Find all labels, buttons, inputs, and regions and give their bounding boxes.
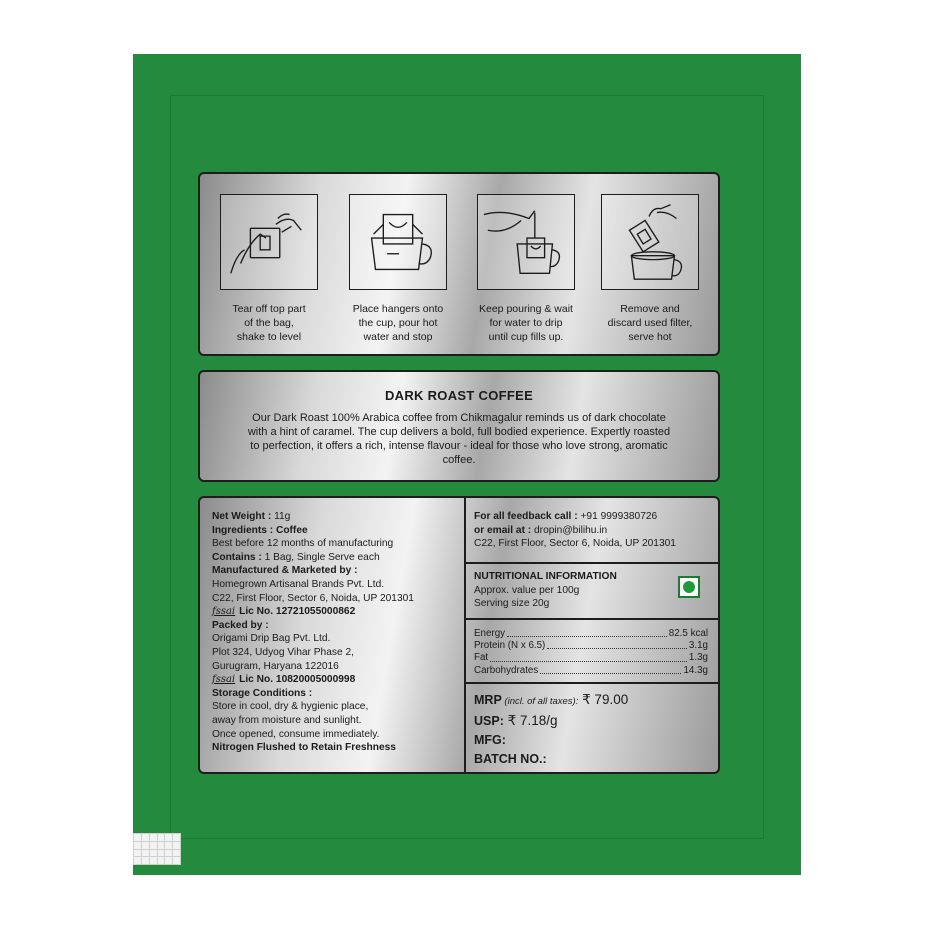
product-info-panel [198, 496, 720, 774]
divider-contact [466, 562, 718, 564]
nutrition-header [474, 570, 708, 611]
best-before: Best before 12 months of manufacturing [212, 538, 394, 550]
step-2-caption: Place hangers onto the cup, pour hot water and stop [352, 303, 444, 343]
nutrition-row [474, 640, 708, 652]
license-number-2: Lic No. 10820005000998 [239, 674, 356, 686]
mfg-label: MFG: [474, 733, 506, 747]
manufactured-label: Manufactured & Marketed by : [212, 565, 358, 577]
packer-name: Origami Drip Bag Pvt. Ltd. [212, 633, 331, 645]
divider-pricing [466, 682, 718, 684]
product-title: DARK ROAST COFFEE [384, 388, 534, 403]
step-1-caption: Tear off top part of the bag, shake to level [232, 303, 306, 343]
fssai-logo-1: fssai [212, 606, 236, 618]
manufacturer-address: C22, First Floor, Sector 6, Noida, UP 201301 [212, 592, 414, 604]
nutrition-value-carbohydrates: 14.3g [683, 664, 708, 676]
step-3 [476, 194, 576, 344]
nutrition-value-protein: 3.1g [688, 640, 708, 652]
net-weight-value: 11g [271, 511, 291, 522]
storage-label: Storage Conditions : [212, 687, 313, 699]
nutrition-table [474, 628, 708, 677]
feedback-email: dropin@bilihu.in [531, 524, 608, 536]
nutrition-label-protein: Protein (N x 6.5) [474, 640, 546, 652]
divider-nutrition [466, 618, 718, 620]
batch-label: BATCH NO.: [474, 752, 547, 766]
packer-address-2: Gurugram, Haryana 122016 [212, 660, 339, 672]
license-number-1: Lic No. 12721055000862 [239, 606, 356, 618]
feedback-label: For all feedback call : [474, 511, 578, 522]
packed-label: Packed by : [212, 619, 269, 631]
net-weight-label: Net Weight : [212, 511, 272, 522]
storage-line-3: Once opened, consume immediately. [212, 728, 380, 740]
manufacturer-name: Homegrown Artisanal Brands Pvt. Ltd. [212, 578, 385, 590]
remove-filter-icon [601, 194, 699, 290]
nutrition-approx: Approx. value per 100g [474, 584, 580, 596]
storage-line-1: Store in cool, dry & hygienic place, [212, 701, 369, 713]
product-details [212, 510, 462, 755]
nutrition-row [474, 652, 708, 664]
nutrition-title: NUTRITIONAL INFORMATION [474, 571, 617, 582]
brewing-steps-panel [198, 172, 720, 356]
email-label: or email at : [474, 524, 532, 536]
contact-section [474, 510, 708, 551]
nutrition-label-carbohydrates: Carbohydrates [474, 664, 539, 676]
mrp-label: MRP [474, 693, 502, 707]
nutrition-label-energy: Energy [474, 628, 506, 639]
feedback-phone: +91 9999380726 [577, 511, 658, 522]
tear-bag-icon [220, 194, 318, 290]
ingredients: Ingredients : Coffee [212, 524, 308, 536]
step-3-caption: Keep pouring & wait for water to drip until cup fills up. [479, 303, 573, 343]
step-4-caption: Remove and discard used filter, serve hot [607, 303, 693, 343]
contains-value: 1 Bag, Single Serve each [261, 551, 380, 563]
pour-kettle-icon [477, 194, 575, 290]
serving-size: Serving size 20g [474, 598, 550, 610]
usp-value: ₹ 7.18/g [503, 713, 558, 728]
mrp-note: (incl. of all taxes): [501, 696, 579, 707]
nitrogen-flush-note: Nitrogen Flushed to Retain Freshness [212, 742, 396, 754]
step-4 [600, 194, 700, 344]
description-panel [198, 370, 720, 482]
mrp-value: ₹ 79.00 [578, 692, 629, 707]
nutrition-label-fat: Fat [474, 652, 489, 664]
pricing-section [474, 690, 708, 769]
contact-address: C22, First Floor, Sector 6, Noida, UP 201301 [474, 538, 676, 550]
barcode-patch [133, 833, 181, 865]
product-description: Our Dark Roast 100% Arabica coffee from Chikmagalur reminds us of dark chocolate with a hint of caramel. The cup delivers a bold, full bodied experience. Expertly roasted to perfection, it offers a rich, intense flavour - ideal for those who love strong, aromatic coffee. [247, 412, 671, 466]
step-1 [219, 194, 319, 344]
nutrition-row [474, 628, 708, 640]
usp-label: USP: [474, 714, 504, 728]
nutrition-value-fat: 1.3g [688, 652, 708, 664]
column-divider [464, 498, 466, 772]
nutrition-value-energy: 82.5 kcal [668, 628, 708, 639]
contains-label: Contains : [212, 551, 262, 563]
fssai-logo-2: fssai [212, 674, 236, 686]
nutrition-row [474, 665, 708, 677]
hang-bag-cup-icon [349, 194, 447, 290]
packer-address-1: Plot 324, Udyog Vihar Phase 2, [212, 646, 354, 658]
vegetarian-mark-icon [678, 576, 700, 598]
storage-line-2: away from moisture and sunlight. [212, 714, 362, 726]
step-2 [348, 194, 448, 344]
